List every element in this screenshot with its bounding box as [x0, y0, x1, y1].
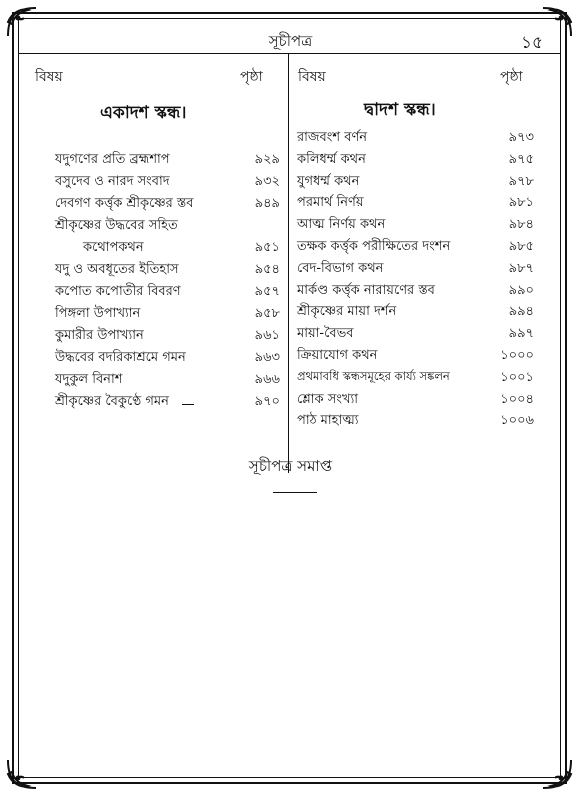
entry-title: উদ্ধবের বদরিকাশ্রমে গমন: [55, 350, 186, 365]
entry-page: ৯৩২: [254, 174, 280, 189]
right-section-title: দ্বাদশ স্কন্ধ।: [364, 100, 436, 120]
right-page-header: পৃষ্ঠা: [500, 69, 523, 85]
list-item: [55, 348, 280, 370]
entry-title: কুমারীর উপাখ্যান: [55, 328, 144, 343]
list-item: [55, 150, 280, 172]
list-item: [55, 392, 280, 414]
entry-page: ৯৯০: [508, 282, 534, 298]
entry-title: আত্ম নির্ণয় কথন: [297, 217, 386, 233]
page-title: সূচীপত্র: [268, 32, 313, 50]
list-item: [297, 324, 534, 346]
entry-page: ৯৭০: [254, 394, 280, 409]
list-item: [55, 216, 280, 238]
left-section-title: একাদশ স্কন্ধ।: [100, 103, 187, 123]
list-item: [297, 390, 534, 412]
entry-title: মায়া-বৈভব: [297, 326, 354, 342]
left-page-header: পৃষ্ঠা: [240, 69, 263, 85]
entry-page: ১০০৬: [500, 413, 534, 429]
left-subject-header: বিষয়: [35, 69, 63, 85]
entry-title: যদুগণের প্রতি ব্রহ্মশাপ: [55, 152, 170, 167]
list-item: [55, 238, 280, 260]
entry-title: কপোত কপোতীর বিবরণ: [55, 284, 181, 299]
corner-ornament-icon: [2, 754, 42, 794]
entry-title: দেবগণ কর্ত্তৃক শ্রীকৃষ্ণের স্তব: [55, 196, 194, 211]
list-item: [297, 172, 534, 194]
page-number: ১৫: [520, 33, 543, 53]
entry-page: ১০০৪: [500, 391, 534, 407]
entry-title: পাঠ মাহাত্ম্য: [297, 413, 359, 429]
list-item: [55, 172, 280, 194]
end-dash: [182, 404, 194, 405]
list-item: [297, 346, 534, 368]
entry-title: কলিধর্ম্ম কথন: [297, 151, 366, 167]
entry-page: ৯৭৮: [508, 173, 534, 189]
list-item: [297, 128, 534, 150]
entry-page: ৯৮৫: [508, 238, 534, 254]
entry-title: প্রথমাবধি স্কন্ধসমূহের কার্য্য সঙ্কলন: [297, 368, 450, 383]
list-item: [55, 194, 280, 216]
right-entry-list: [297, 128, 534, 433]
entry-page: ৯৮৭: [508, 260, 534, 276]
list-item: [55, 282, 280, 304]
entry-title: মার্কণ্ড কর্ত্তৃক নারায়ণের স্তব: [297, 282, 435, 298]
list-item: [297, 193, 534, 215]
entry-title: শ্রীকৃষ্ণের বৈকুণ্ঠে গমন: [55, 394, 169, 409]
list-item: [55, 326, 280, 348]
entry-title: রাজবংশ বর্ণন: [297, 130, 368, 145]
list-item: [297, 237, 534, 259]
entry-page: ৯৫৭: [254, 284, 280, 299]
entry-page: ৯৮৪: [508, 217, 534, 233]
corner-ornament-icon: [537, 754, 577, 794]
list-item: [297, 281, 534, 303]
entry-title: কথোপকথন: [83, 240, 144, 255]
entry-page: ৯৪৯: [254, 196, 280, 211]
entry-page: ৯৫৮: [254, 306, 280, 321]
right-subject-header: বিষয়: [298, 69, 326, 85]
list-item: [55, 304, 280, 326]
entry-title: শ্লোক সংখ্যা: [297, 391, 359, 407]
entry-page: ৯৫১: [254, 240, 280, 255]
entry-page: ১০০১: [500, 369, 534, 385]
entry-page: ৯২৯: [254, 152, 280, 167]
list-item: [297, 215, 534, 237]
entry-page: ৯৫৪: [254, 262, 280, 277]
entry-title: শ্রীকৃষ্ণের উদ্ধবের সহিত: [55, 218, 178, 233]
list-item: [297, 259, 534, 281]
entry-title: তক্ষক কর্ত্তৃক পরীক্ষিতের দংশন: [297, 238, 451, 254]
index-end-text: সূচীপত্র সমাপ্ত: [248, 457, 333, 475]
list-item: [297, 368, 534, 390]
left-entry-list: [55, 150, 280, 414]
list-item: [297, 411, 534, 433]
entry-title: যদু ও অবধূতের ইতিহাস: [55, 262, 179, 277]
entry-page: ৯৭৩: [508, 130, 534, 145]
entry-page: ৯৬১: [254, 328, 280, 343]
footer-divider: [273, 492, 317, 493]
entry-title: পরমার্থ নির্ণয়: [297, 195, 364, 211]
entry-page: ৯৬৩: [254, 350, 280, 365]
entry-title: শ্রীকৃষ্ণের মায়া দর্শন: [297, 304, 397, 320]
entry-title: ক্রিয়াযোগ কথন: [297, 347, 378, 363]
entry-title: বেদ-বিভাগ কথন: [297, 260, 384, 276]
entry-title: বসুদেব ও নারদ সংবাদ: [55, 174, 170, 189]
entry-page: ৯৭৫: [508, 151, 534, 167]
list-item: [297, 150, 534, 172]
entry-page: ৯৬৬: [254, 372, 280, 387]
entry-page: ৯৮১: [508, 195, 534, 211]
entry-title: পিঙ্গলা উপাখ্যান: [55, 306, 141, 321]
header-divider: [18, 53, 561, 54]
list-item: [55, 260, 280, 282]
column-divider: [288, 53, 289, 473]
list-item: [297, 302, 534, 324]
entry-title: যুগধর্ম্ম কথন: [297, 173, 360, 189]
entry-page: ৯৯৭: [508, 326, 534, 342]
entry-page: ৯৯৪: [508, 304, 534, 320]
entry-title: যদুকুল বিনাশ: [55, 372, 123, 387]
list-item: [55, 370, 280, 392]
entry-page: ১০০০: [500, 347, 534, 363]
